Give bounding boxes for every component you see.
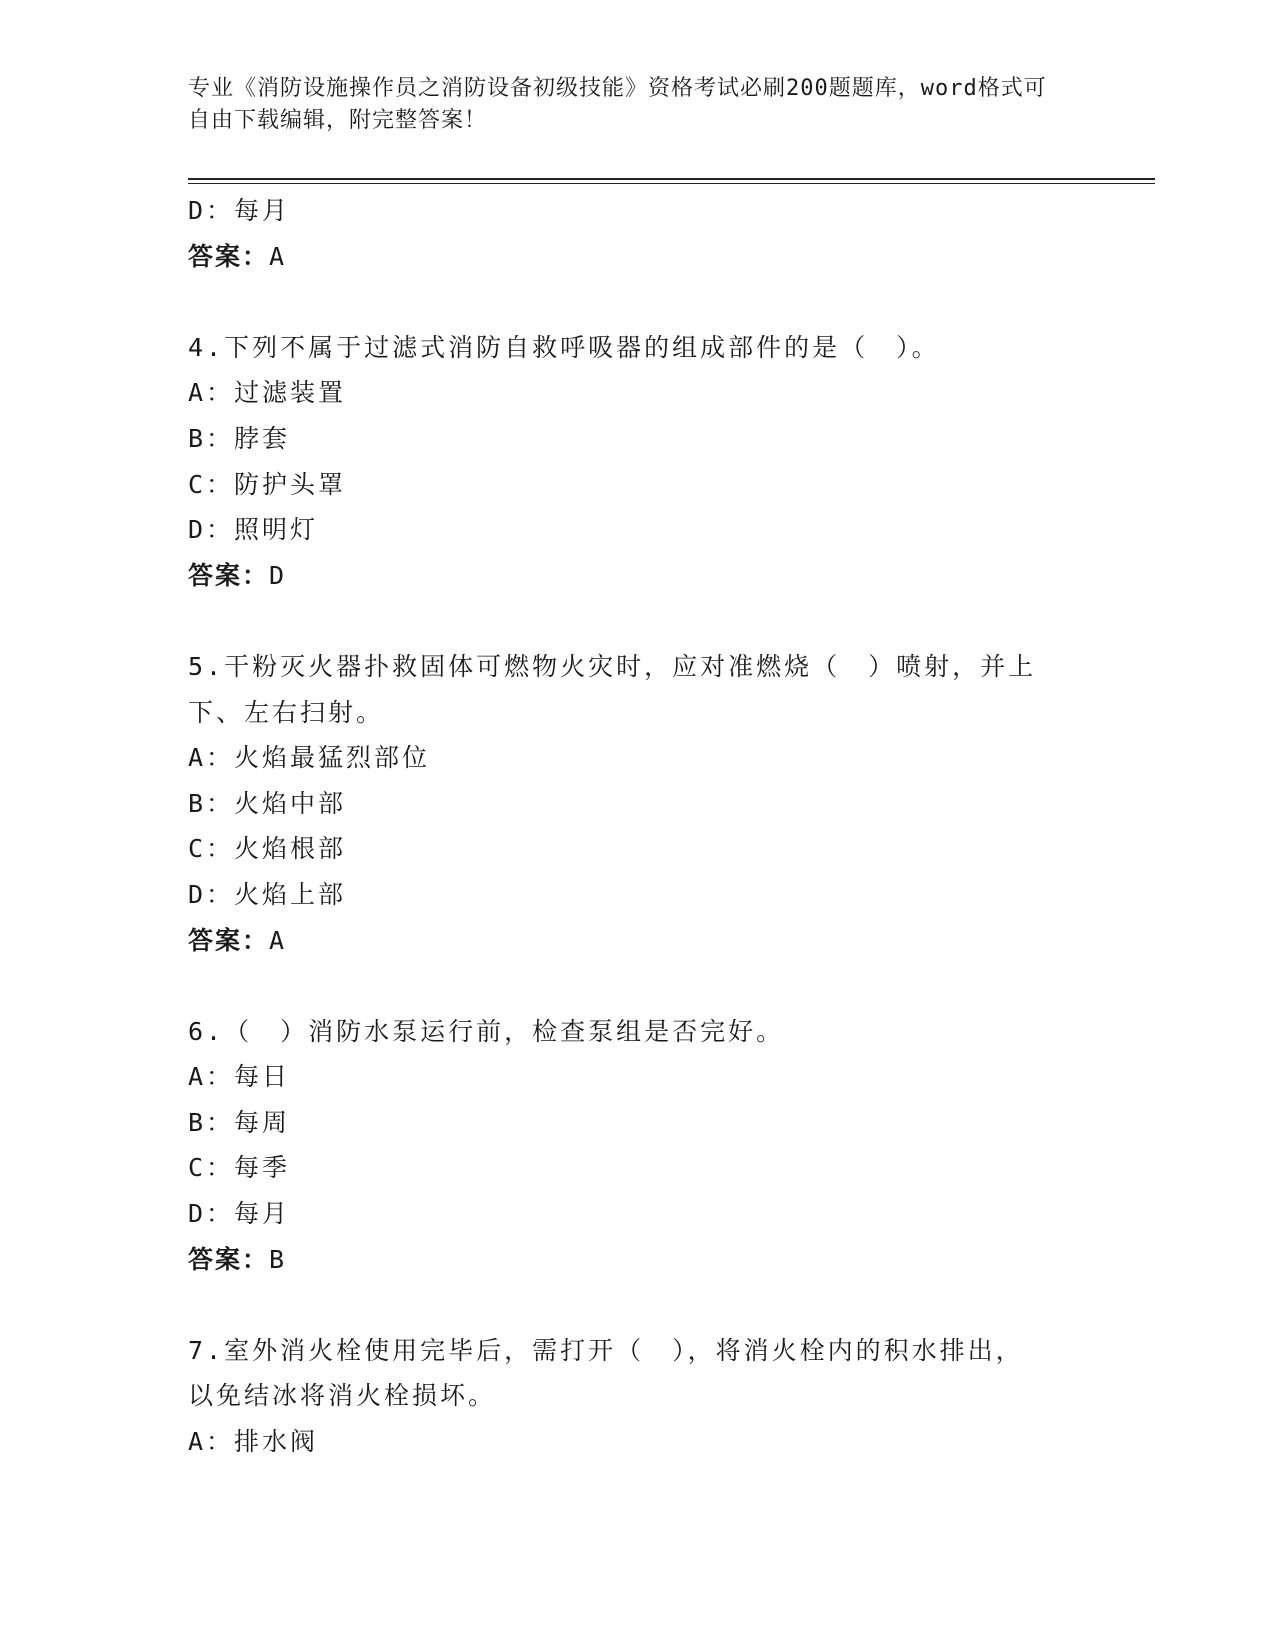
answer-line (188, 553, 1088, 599)
option-a: A：过滤装置 (188, 378, 347, 408)
spacer (188, 279, 1088, 325)
question-stem-line-1: 5.干粉灭火器扑救固体可燃物火灾时，应对准燃烧（ ）喷射，并上 (188, 651, 1037, 681)
option-b: B：火焰中部 (188, 788, 347, 818)
option-d: D：每月 (188, 1199, 291, 1229)
header-divider-thick (188, 178, 1155, 180)
answer-line (188, 1237, 1088, 1283)
option-c: C：每季 (188, 1153, 291, 1183)
answer-line (188, 234, 1088, 280)
question-stem-line-2: 以免结冰将消火栓损坏。 (188, 1381, 497, 1411)
option-d: D：照明灯 (188, 515, 319, 545)
question-6 (188, 1009, 1088, 1283)
question-stem-line-2: 下、左右扫射。 (188, 697, 385, 727)
option-c: C：火焰根部 (188, 834, 347, 864)
answer-value: B (269, 1244, 287, 1274)
spacer (188, 598, 1088, 644)
answer-label: 答案： (188, 560, 270, 590)
question-list (188, 188, 1088, 1465)
question-4 (188, 325, 1088, 599)
option-a: A：火焰最猛烈部位 (188, 743, 431, 773)
answer-value: A (269, 925, 287, 955)
option-a: A：每日 (188, 1062, 291, 1092)
question-7 (188, 1328, 1088, 1465)
answer-label: 答案： (188, 241, 270, 271)
answer-value: A (269, 241, 287, 271)
answer-value: D (269, 560, 287, 590)
option-d: D：每月 (188, 196, 291, 225)
option-d: D：火焰上部 (188, 879, 347, 909)
spacer (188, 963, 1088, 1009)
answer-label: 答案： (188, 1244, 270, 1274)
question-stem: 6.（ ）消防水泵运行前，检查泵组是否完好。 (188, 1016, 785, 1046)
question-3-tail (188, 188, 1088, 279)
option-a: A：排水阀 (188, 1427, 319, 1457)
option-c: C：防护头罩 (188, 469, 347, 499)
option-b: B：脖套 (188, 423, 291, 453)
question-stem: 4.下列不属于过滤式消防自救呼吸器的组成部件的是（ ）。 (188, 332, 940, 362)
document-header: 专业《消防设施操作员之消防设备初级技能》资格考试必刷200题题库，word格式可自由下载编辑，附完整答案！ (188, 76, 1047, 133)
spacer (188, 1282, 1088, 1328)
question-5 (188, 644, 1088, 963)
header-divider-thin (188, 183, 1155, 184)
answer-line (188, 918, 1088, 964)
answer-label: 答案： (188, 925, 270, 955)
option-b: B：每周 (188, 1107, 291, 1137)
question-stem-line-1: 7.室外消火栓使用完毕后，需打开（ ），将消火栓内的积水排出， (188, 1335, 1024, 1365)
